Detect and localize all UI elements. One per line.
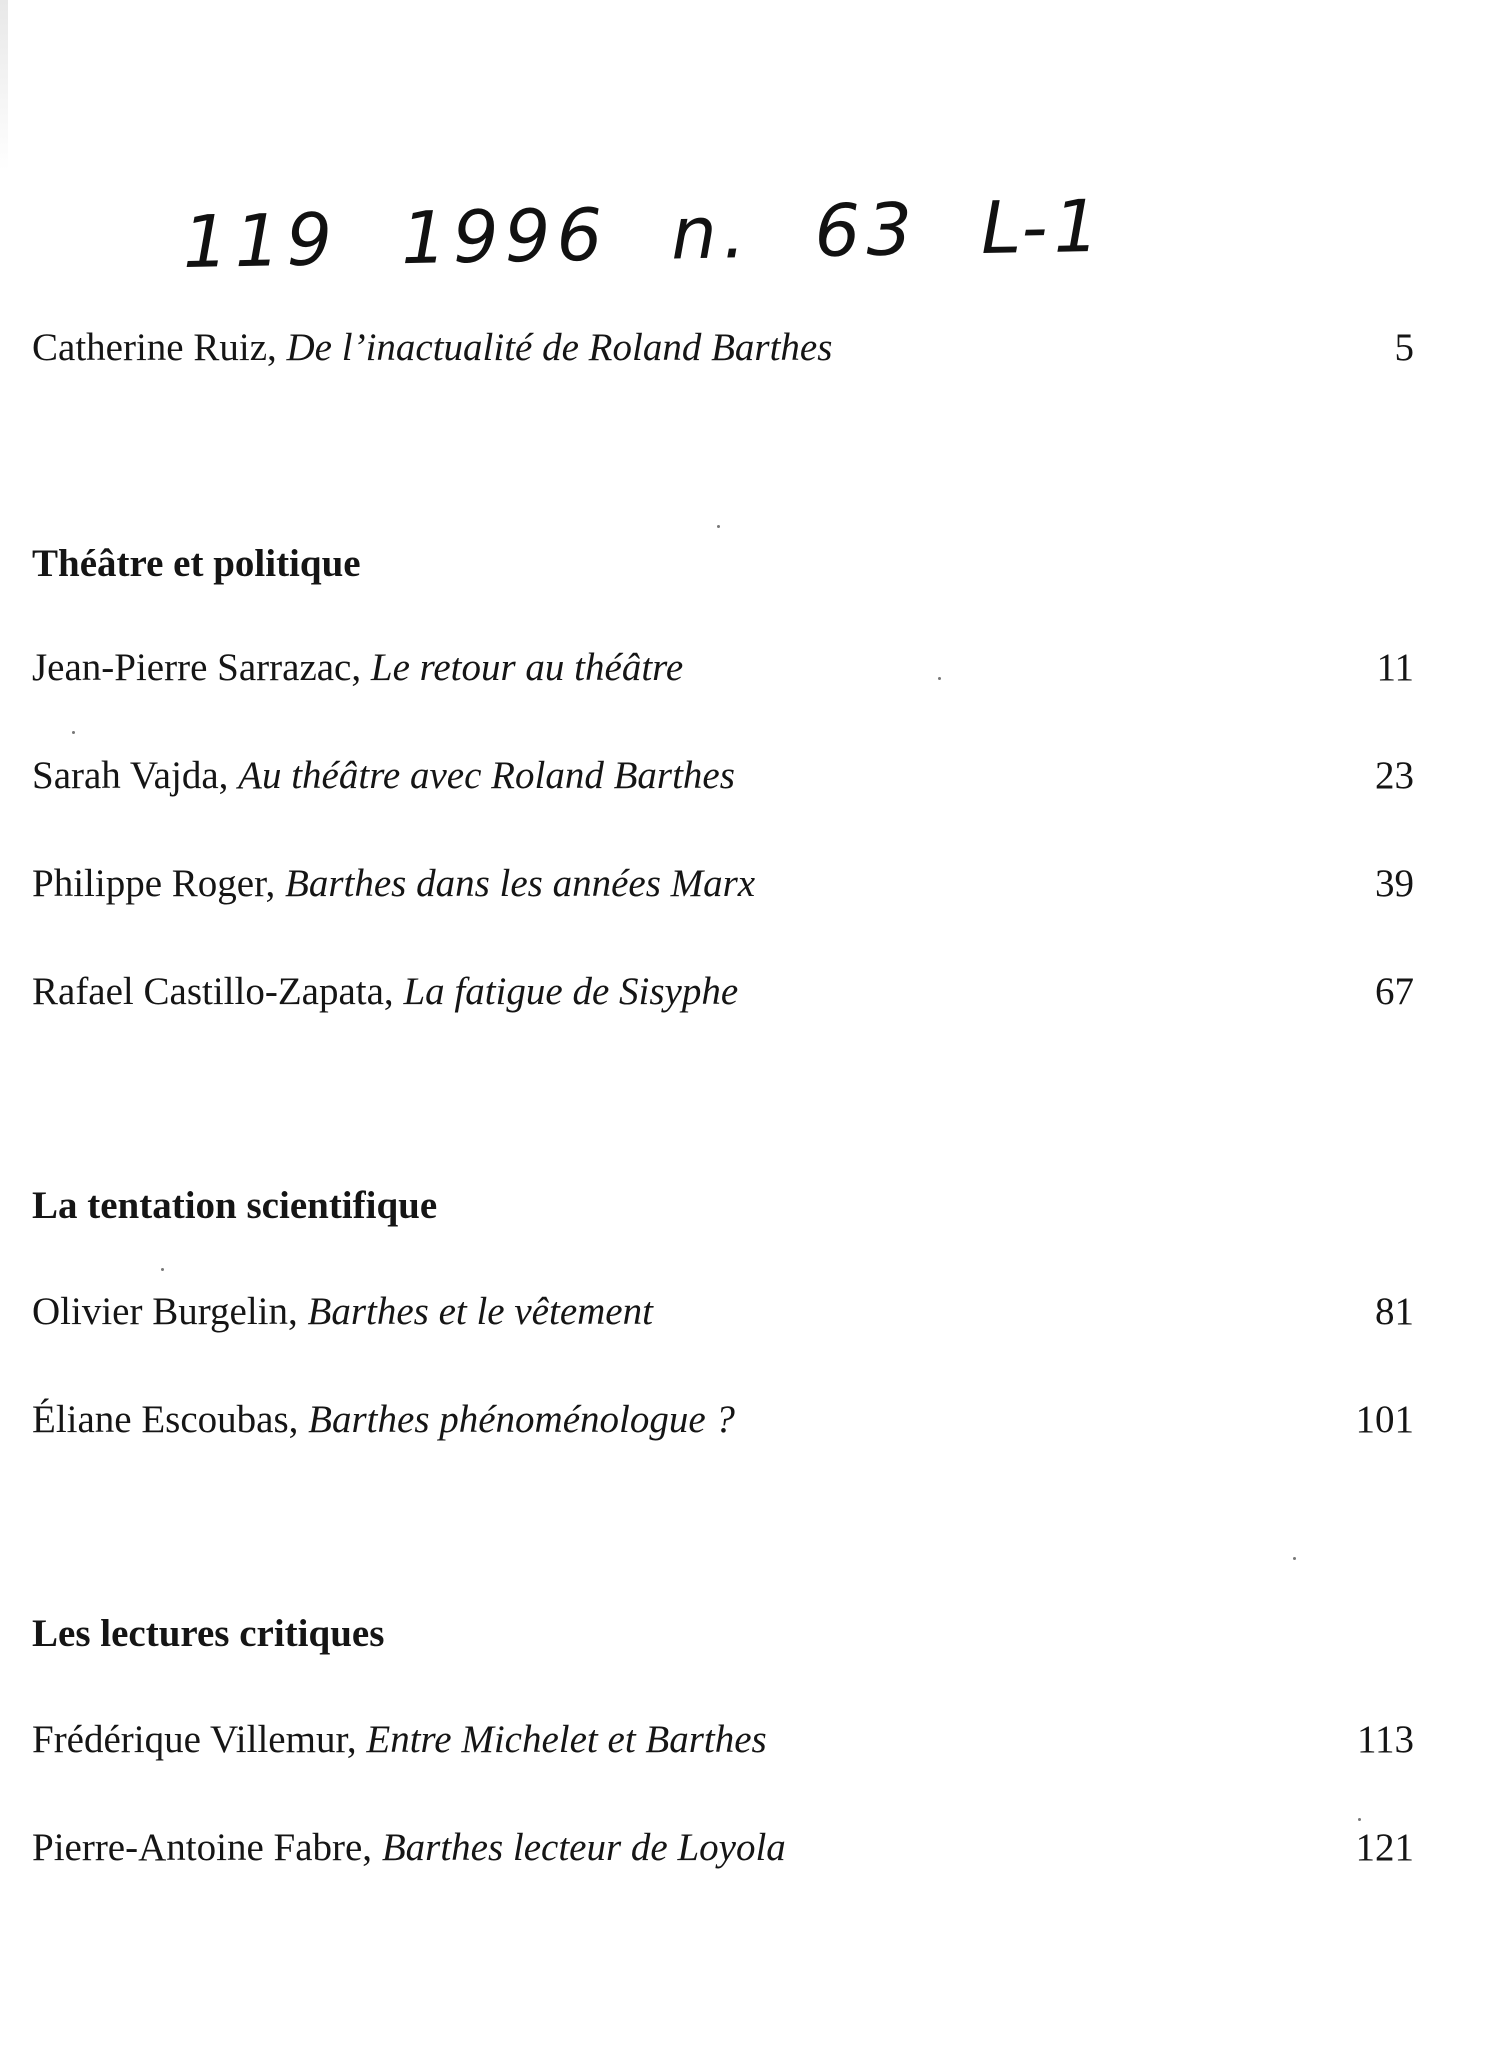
author-name: Frédérique Villemur,: [32, 1718, 357, 1761]
article-title: Barthes lecteur de Loyola: [381, 1826, 786, 1869]
handwritten-catalog-note: 119 1996 n. 63 L-1: [182, 183, 1106, 284]
page-number: 11: [1376, 646, 1414, 689]
page-number: 23: [1375, 754, 1414, 797]
author-name: Éliane Escoubas,: [32, 1398, 299, 1441]
author-name: Sarah Vajda,: [32, 754, 229, 797]
section-heading-science: La tentation scientifique: [32, 1184, 438, 1227]
author-name: Pierre-Antoine Fabre,: [32, 1826, 373, 1869]
page-number: 101: [1355, 1398, 1414, 1441]
toc-entry: [32, 1818, 1414, 1878]
scan-speck: [1293, 1557, 1296, 1560]
entry-text: [32, 1282, 653, 1342]
author-name: Rafael Castillo-Zapata,: [32, 970, 394, 1013]
toc-entry: [32, 1710, 1414, 1770]
scan-speck: [717, 525, 720, 528]
entry-text: [32, 1818, 786, 1878]
scan-edge-shadow: [0, 0, 8, 190]
toc-entry: [32, 1390, 1414, 1450]
entry-text: [32, 854, 755, 914]
scan-speck: [161, 1268, 164, 1271]
author-name: Philippe Roger,: [32, 862, 276, 905]
article-title: Le retour au théâtre: [370, 646, 684, 689]
page-number: 121: [1355, 1826, 1414, 1869]
section-heading-critical-readings: Les lectures critiques: [32, 1612, 385, 1655]
author-name: Catherine Ruiz,: [32, 326, 277, 369]
toc-entry: [32, 854, 1414, 914]
page-number: 113: [1356, 1718, 1414, 1761]
section-heading-theatre: Théâtre et politique: [32, 542, 361, 585]
toc-entry: [32, 1282, 1414, 1342]
article-title: Entre Michelet et Barthes: [366, 1718, 767, 1761]
scan-speck: [938, 677, 941, 680]
article-title: De l’inactualité de Roland Barthes: [286, 326, 833, 369]
article-title: Barthes et le vêtement: [307, 1290, 653, 1333]
page-number: 39: [1375, 862, 1414, 905]
toc-entry-intro: [32, 318, 1414, 378]
article-title: Barthes dans les années Marx: [285, 862, 756, 905]
article-title: Barthes phénoménologue ?: [308, 1398, 735, 1441]
toc-entry: [32, 746, 1414, 806]
article-title: La fatigue de Sisyphe: [403, 970, 739, 1013]
entry-text: [32, 638, 683, 698]
entry-text: [32, 318, 832, 378]
entry-text: [32, 746, 735, 806]
entry-text: [32, 962, 738, 1022]
page-number: 5: [1394, 326, 1414, 369]
article-title: Au théâtre avec Roland Barthes: [238, 754, 735, 797]
page-number: 67: [1375, 970, 1414, 1013]
author-name: Jean-Pierre Sarrazac,: [32, 646, 362, 689]
page-number: 81: [1375, 1290, 1414, 1333]
toc-entry: [32, 638, 1414, 698]
author-name: Olivier Burgelin,: [32, 1290, 298, 1333]
scan-speck: [1358, 1818, 1361, 1821]
entry-text: [32, 1390, 735, 1450]
entry-text: [32, 1710, 767, 1770]
toc-entry: [32, 962, 1414, 1022]
scan-speck: [72, 731, 75, 734]
